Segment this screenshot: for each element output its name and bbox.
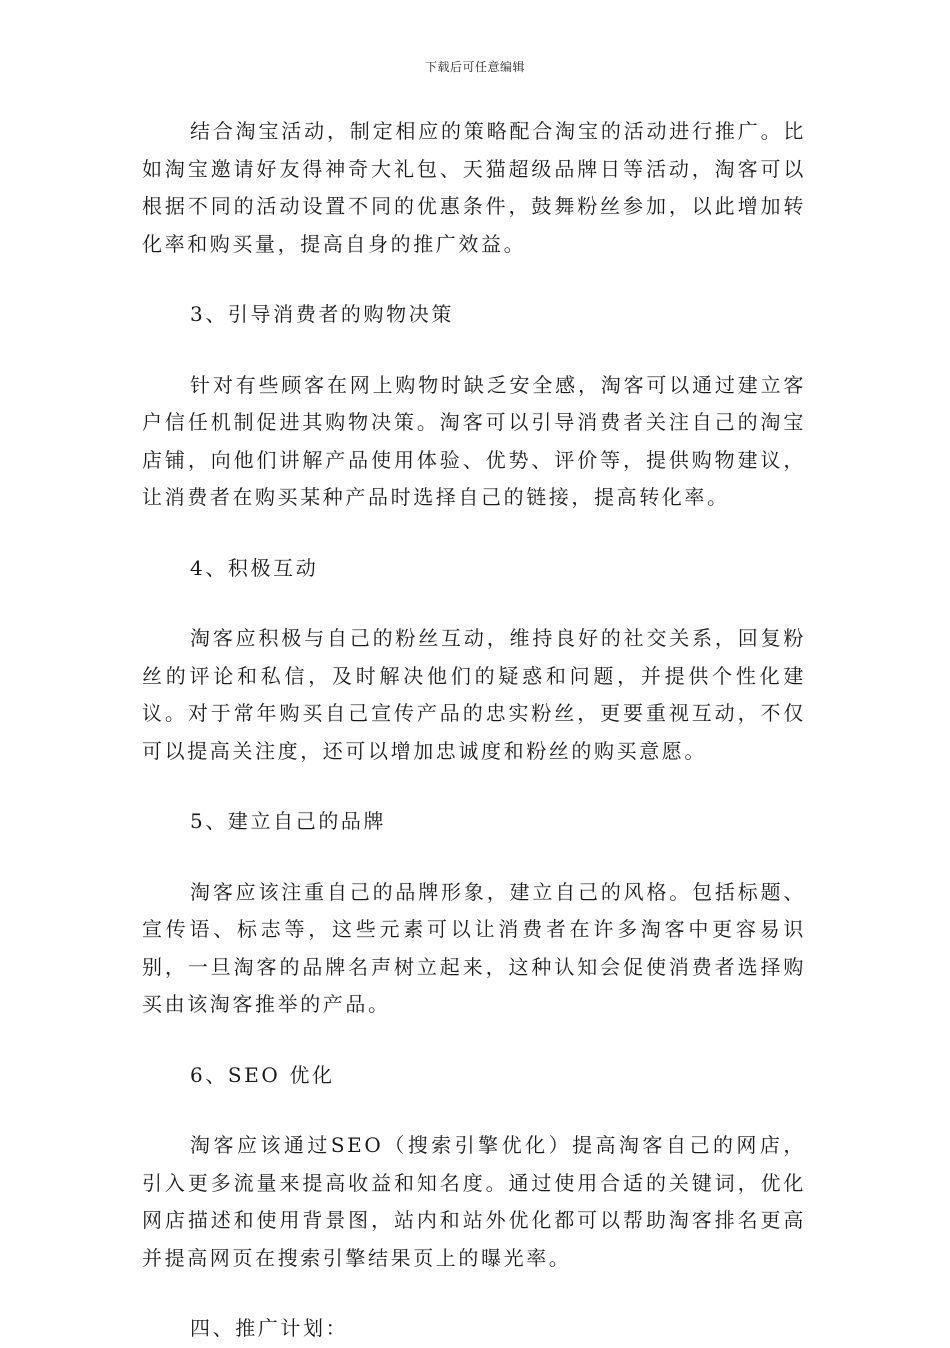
section-body-4: 淘客应积极与自己的粉丝互动，维持良好的社交关系，回复粉丝的评论和私信，及时解决他们的疑惑和问题，并提供个性化建议。对于常年购买自己宣传产品的忠实粉丝，更要重视互动，不仅可以提高关注度，还可以增加忠诚度和粉丝的购买意愿。 [142, 626, 806, 763]
spacer [142, 1024, 806, 1057]
spacer [142, 263, 806, 296]
page-header-note: 下载后可任意编辑 [424, 60, 525, 74]
section-heading-4: 4、积极互动 [190, 555, 319, 580]
spacer [142, 334, 806, 367]
section-heading-3: 3、引导消费者的购物决策 [190, 302, 454, 326]
spacer [142, 517, 806, 550]
section-heading-6: 6、SEO 优化 [190, 1062, 335, 1087]
section-heading-5: 5、建立自己的品牌 [190, 809, 387, 833]
final-heading: 四、推广计划： [190, 1316, 349, 1340]
spacer [142, 1094, 806, 1127]
spacer [142, 770, 806, 803]
section-body-3: 针对有些顾客在网上购物时缺乏安全感，淘客可以通过建立客户信任机制促进其购物决策。淘客可以引导消费者关注自己的淘宝店铺，向他们讲解产品使用体验、优势、评价等，提供购物建议，让消费者在购买某种产品时选择自己的链接，提高转化率。 [142, 372, 806, 509]
spacer [142, 841, 806, 874]
intro-paragraph: 结合淘宝活动，制定相应的策略配合淘宝的活动进行推广。比如淘宝邀请好友得神奇大礼包、天猫超级品牌日等活动，淘客可以根据不同的活动设置不同的优惠条件，鼓舞粉丝参加，以此增加转化率和购买量，提高自身的推广效益。 [142, 119, 806, 256]
section-body-6: 淘客应该通过SEO（搜索引擎优化）提高淘客自己的网店，引入更多流量来提高收益和知名度。通过使用合适的关键词，优化网店描述和使用背景图，站内和站外优化都可以帮助淘客排名更高并提高网页在搜索引擎结果页上的曝光率。 [142, 1133, 806, 1270]
spacer [142, 587, 806, 620]
spacer [142, 1277, 806, 1310]
section-body-5: 淘客应该注重自己的品牌形象，建立自己的风格。包括标题、宣传语、标志等，这些元素可以让消费者在许多淘客中更容易识别，一旦淘客的品牌名声树立起来，这种认知会促使消费者选择购买由该淘客推举的产品。 [142, 879, 806, 1016]
document-body [142, 113, 806, 1348]
